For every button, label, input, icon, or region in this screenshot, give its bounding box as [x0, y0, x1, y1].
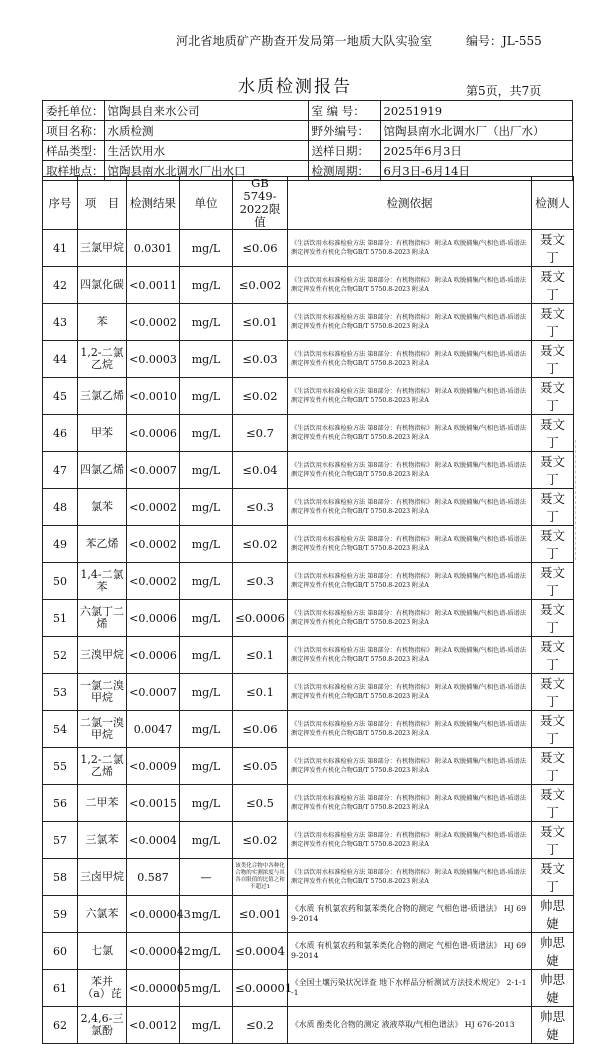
row-limit: ≤0.1 — [233, 637, 288, 674]
row-limit: ≤0.06 — [233, 230, 288, 267]
row-inspector: 聂文丁 — [532, 748, 574, 785]
row-limit: ≤0.3 — [233, 563, 288, 600]
table-row — [43, 489, 574, 526]
row-limit: ≤0.04 — [233, 452, 288, 489]
row-result: <0.0002 — [127, 489, 180, 526]
row-unit: mg/L — [180, 785, 233, 822]
row-limit: ≤0.002 — [233, 267, 288, 304]
row-item: 三卤甲烷 — [78, 859, 127, 896]
row-unit: mg/L — [180, 526, 233, 563]
test-period-label: 检测周期： — [308, 161, 380, 181]
report-code: 编号：JL-555 — [466, 34, 542, 48]
row-no: 56 — [43, 785, 78, 822]
row-item: 三氯甲烷 — [78, 230, 127, 267]
report-title: 水质检测报告 — [238, 77, 352, 97]
row-inspector: 聂文丁 — [532, 304, 574, 341]
field-no-value: 馆陶县南水北调水厂（出厂水） — [380, 121, 573, 141]
row-item: 苯乙烯 — [78, 526, 127, 563]
row-basis: 《水质 有机氯农药和氯苯类化合物的测定 气相色谱-质谱法》 HJ 699-2014 — [288, 896, 532, 933]
row-limit: ≤0.02 — [233, 822, 288, 859]
row-basis: 《生活饮用水标准检验方法 第8部分：有机物指标》 附录A 吹脱捕集/气相色谱-质谱法测定挥发性有机化合物GB/T 5750.8-2023 附录A — [288, 378, 532, 415]
row-no: 58 — [43, 859, 78, 896]
row-result: <0.0002 — [127, 526, 180, 563]
row-basis: 《生活饮用水标准检验方法 第8部分：有机物指标》 附录A 吹脱捕集/气相色谱-质谱法测定挥发性有机化合物GB/T 5750.8-2023 附录A — [288, 859, 532, 896]
row-unit: mg/L — [180, 378, 233, 415]
row-basis: 《生活饮用水标准检验方法 第8部分：有机物指标》 附录A 吹脱捕集/气相色谱-质谱法测定挥发性有机化合物GB/T 5750.8-2023 附录A — [288, 304, 532, 341]
row-limit: ≤0.01 — [233, 304, 288, 341]
row-inspector: 聂文丁 — [532, 415, 574, 452]
row-unit: mg/L — [180, 415, 233, 452]
row-limit: ≤0.0006 — [233, 600, 288, 637]
table-row — [43, 637, 574, 674]
row-result: <0.0012 — [127, 1007, 180, 1044]
col-inspector-header: 检测人 — [532, 177, 574, 230]
row-basis: 《生活饮用水标准检验方法 第8部分：有机物指标》 附录A 吹脱捕集/气相色谱-质谱法测定挥发性有机化合物GB/T 5750.8-2023 附录A — [288, 267, 532, 304]
row-inspector: 聂文丁 — [532, 674, 574, 711]
row-item: 二甲苯 — [78, 785, 127, 822]
results-body — [43, 230, 574, 1044]
row-basis: 《水质 酚类化合物的测定 液液萃取/气相色谱法》 HJ 676-2013 — [288, 1007, 532, 1044]
row-unit: — — [180, 859, 233, 896]
row-no: 45 — [43, 378, 78, 415]
row-unit: mg/L — [180, 1007, 233, 1044]
room-no-value: 20251919 — [380, 101, 573, 121]
row-basis: 《生活饮用水标准检验方法 第8部分：有机物指标》 附录A 吹脱捕集/气相色谱-质谱法测定挥发性有机化合物GB/T 5750.8-2023 附录A — [288, 674, 532, 711]
row-inspector: 帅思婕 — [532, 896, 574, 933]
row-no: 46 — [43, 415, 78, 452]
row-no: 60 — [43, 933, 78, 970]
row-result: <0.0006 — [127, 637, 180, 674]
row-result: 0.0301 — [127, 230, 180, 267]
row-unit: mg/L — [180, 341, 233, 378]
row-no: 51 — [43, 600, 78, 637]
row-limit: ≤0.02 — [233, 526, 288, 563]
table-row — [43, 933, 574, 970]
row-limit: ≤0.3 — [233, 489, 288, 526]
results-table — [42, 176, 574, 1044]
row-item: 1,2-二氯乙烷 — [78, 341, 127, 378]
row-unit: mg/L — [180, 896, 233, 933]
row-unit: mg/L — [180, 304, 233, 341]
row-basis: 《生活饮用水标准检验方法 第8部分：有机物指标》 附录A 吹脱捕集/气相色谱-质谱法测定挥发性有机化合物GB/T 5750.8-2023 附录A — [288, 711, 532, 748]
row-item: 1,4-二氯苯 — [78, 563, 127, 600]
submit-date-label: 送样日期： — [308, 141, 380, 161]
row-result: <0.0011 — [127, 267, 180, 304]
row-inspector: 聂文丁 — [532, 637, 574, 674]
row-inspector: 聂文丁 — [532, 785, 574, 822]
row-limit: 该类化合物中各种化合物的实测浓度与其各自限值的比值之和不超过1 — [233, 859, 288, 896]
row-item: 三氯苯 — [78, 822, 127, 859]
table-row — [43, 600, 574, 637]
report-header — [0, 32, 590, 48]
row-no: 53 — [43, 674, 78, 711]
row-limit: ≤0.7 — [233, 415, 288, 452]
row-unit: mg/L — [180, 822, 233, 859]
row-basis: 《生活饮用水标准检验方法 第8部分：有机物指标》 附录A 吹脱捕集/气相色谱-质谱法测定挥发性有机化合物GB/T 5750.8-2023 附录A — [288, 341, 532, 378]
row-inspector: 帅思婕 — [532, 1007, 574, 1044]
table-row — [43, 304, 574, 341]
row-limit: ≤0.2 — [233, 1007, 288, 1044]
row-basis: 《生活饮用水标准检验方法 第8部分：有机物指标》 附录A 吹脱捕集/气相色谱-质谱法测定挥发性有机化合物GB/T 5750.8-2023 附录A — [288, 489, 532, 526]
row-result: <0.0015 — [127, 785, 180, 822]
row-inspector: 聂文丁 — [532, 711, 574, 748]
row-unit: mg/L — [180, 637, 233, 674]
row-inspector: 帅思婕 — [532, 933, 574, 970]
row-unit: mg/L — [180, 600, 233, 637]
row-basis: 《水质 有机氯农药和氯苯类化合物的测定 气相色谱-质谱法》 HJ 699-2014 — [288, 933, 532, 970]
table-row — [43, 526, 574, 563]
row-item: 苯并（a）芘 — [78, 970, 127, 1007]
row-inspector: 聂文丁 — [532, 563, 574, 600]
stamp-mark — [575, 440, 586, 560]
row-no: 55 — [43, 748, 78, 785]
row-unit: mg/L — [180, 674, 233, 711]
row-unit: mg/L — [180, 489, 233, 526]
row-no: 54 — [43, 711, 78, 748]
table-row — [43, 970, 574, 1007]
row-inspector: 聂文丁 — [532, 489, 574, 526]
col-unit-header: 单位 — [180, 177, 233, 230]
row-item: 苯 — [78, 304, 127, 341]
row-unit: mg/L — [180, 748, 233, 785]
row-no: 59 — [43, 896, 78, 933]
row-basis: 《生活饮用水标准检验方法 第8部分：有机物指标》 附录A 吹脱捕集/气相色谱-质谱法测定挥发性有机化合物GB/T 5750.8-2023 附录A — [288, 637, 532, 674]
row-limit: ≤0.001 — [233, 896, 288, 933]
sample-info-table — [42, 100, 573, 181]
table-row — [43, 785, 574, 822]
row-no: 42 — [43, 267, 78, 304]
col-result-header: 检测结果 — [127, 177, 180, 230]
row-item: 三溴甲烷 — [78, 637, 127, 674]
row-limit: ≤0.03 — [233, 341, 288, 378]
row-item: 四氯乙烯 — [78, 452, 127, 489]
table-row — [43, 341, 574, 378]
row-unit: mg/L — [180, 267, 233, 304]
row-no: 43 — [43, 304, 78, 341]
row-basis: 《全国土壤污染状况详查 地下水样品分析测试方法技术规定》 2-1-1-1 — [288, 970, 532, 1007]
row-no: 49 — [43, 526, 78, 563]
row-inspector: 聂文丁 — [532, 378, 574, 415]
row-inspector: 聂文丁 — [532, 859, 574, 896]
table-row — [43, 452, 574, 489]
field-no-label: 野外编号： — [308, 121, 380, 141]
row-item: 三氯乙烯 — [78, 378, 127, 415]
client-value: 馆陶县自来水公司 — [104, 101, 308, 121]
sample-location-value: 馆陶县南水北调水厂出水口 — [104, 161, 308, 181]
row-unit: mg/L — [180, 563, 233, 600]
row-item: 六氯丁二烯 — [78, 600, 127, 637]
row-item: 六氯苯 — [78, 896, 127, 933]
row-basis: 《生活饮用水标准检验方法 第8部分：有机物指标》 附录A 吹脱捕集/气相色谱-质谱法测定挥发性有机化合物GB/T 5750.8-2023 附录A — [288, 785, 532, 822]
table-row — [43, 674, 574, 711]
table-row — [43, 563, 574, 600]
row-basis: 《生活饮用水标准检验方法 第8部分：有机物指标》 附录A 吹脱捕集/气相色谱-质谱法测定挥发性有机化合物GB/T 5750.8-2023 附录A — [288, 415, 532, 452]
sample-location-label: 取样地点： — [43, 161, 105, 181]
table-row — [43, 378, 574, 415]
client-label: 委托单位： — [43, 101, 105, 121]
row-inspector: 聂文丁 — [532, 341, 574, 378]
table-row — [43, 230, 574, 267]
row-no: 44 — [43, 341, 78, 378]
row-limit: ≤0.00001 — [233, 970, 288, 1007]
row-basis: 《生活饮用水标准检验方法 第8部分：有机物指标》 附录A 吹脱捕集/气相色谱-质谱法测定挥发性有机化合物GB/T 5750.8-2023 附录A — [288, 452, 532, 489]
col-item-header: 项 目 — [78, 177, 127, 230]
row-inspector: 聂文丁 — [532, 230, 574, 267]
table-row — [43, 415, 574, 452]
row-no: 52 — [43, 637, 78, 674]
row-no: 41 — [43, 230, 78, 267]
row-result: <0.0004 — [127, 822, 180, 859]
lab-name: 河北省地质矿产勘查开发局第一地质大队实验室 — [176, 34, 433, 48]
row-basis: 《生活饮用水标准检验方法 第8部分：有机物指标》 附录A 吹脱捕集/气相色谱-质谱法测定挥发性有机化合物GB/T 5750.8-2023 附录A — [288, 230, 532, 267]
room-no-label: 室 编 号： — [308, 101, 380, 121]
sample-type-label: 样品类型： — [43, 141, 105, 161]
row-item: 氯苯 — [78, 489, 127, 526]
row-basis: 《生活饮用水标准检验方法 第8部分：有机物指标》 附录A 吹脱捕集/气相色谱-质谱法测定挥发性有机化合物GB/T 5750.8-2023 附录A — [288, 526, 532, 563]
row-basis: 《生活饮用水标准检验方法 第8部分：有机物指标》 附录A 吹脱捕集/气相色谱-质谱法测定挥发性有机化合物GB/T 5750.8-2023 附录A — [288, 748, 532, 785]
row-unit: mg/L — [180, 933, 233, 970]
col-basis-header: 检测依据 — [288, 177, 532, 230]
row-no: 47 — [43, 452, 78, 489]
row-limit: ≤0.05 — [233, 748, 288, 785]
row-basis: 《生活饮用水标准检验方法 第8部分：有机物指标》 附录A 吹脱捕集/气相色谱-质谱法测定挥发性有机化合物GB/T 5750.8-2023 附录A — [288, 563, 532, 600]
row-limit: ≤0.1 — [233, 674, 288, 711]
row-limit: ≤0.5 — [233, 785, 288, 822]
row-result: <0.0009 — [127, 748, 180, 785]
project-label: 项目名称： — [43, 121, 105, 141]
row-item: 1,2-二氯乙烯 — [78, 748, 127, 785]
row-unit: mg/L — [180, 711, 233, 748]
row-no: 57 — [43, 822, 78, 859]
table-row — [43, 711, 574, 748]
row-limit: ≤0.06 — [233, 711, 288, 748]
row-no: 48 — [43, 489, 78, 526]
row-result: 0.587 — [127, 859, 180, 896]
test-period-value: 6月3日-6月14日 — [380, 161, 573, 181]
project-value: 水质检测 — [104, 121, 308, 141]
row-item: 一氯二溴甲烷 — [78, 674, 127, 711]
row-limit: ≤0.02 — [233, 378, 288, 415]
row-item: 甲苯 — [78, 415, 127, 452]
row-unit: mg/L — [180, 230, 233, 267]
row-inspector: 聂文丁 — [532, 526, 574, 563]
row-inspector: 聂文丁 — [532, 600, 574, 637]
row-no: 62 — [43, 1007, 78, 1044]
row-result: <0.0002 — [127, 563, 180, 600]
table-row — [43, 267, 574, 304]
row-no: 50 — [43, 563, 78, 600]
row-result: <0.000043 — [127, 896, 180, 933]
row-limit: ≤0.0004 — [233, 933, 288, 970]
table-row — [43, 896, 574, 933]
col-limit-header: GB 5749-2022限值 — [233, 177, 288, 230]
row-result: <0.0010 — [127, 378, 180, 415]
row-result: <0.0002 — [127, 304, 180, 341]
table-header-row — [43, 177, 574, 230]
row-no: 61 — [43, 970, 78, 1007]
row-result: <0.000005 — [127, 970, 180, 1007]
row-inspector: 聂文丁 — [532, 452, 574, 489]
row-inspector: 聂文丁 — [532, 822, 574, 859]
row-basis: 《生活饮用水标准检验方法 第8部分：有机物指标》 附录A 吹脱捕集/气相色谱-质谱法测定挥发性有机化合物GB/T 5750.8-2023 附录A — [288, 822, 532, 859]
table-row — [43, 859, 574, 896]
table-row — [43, 1007, 574, 1044]
sample-type-value: 生活饮用水 — [104, 141, 308, 161]
row-item: 七氯 — [78, 933, 127, 970]
col-no-header: 序号 — [43, 177, 78, 230]
row-result: <0.0006 — [127, 600, 180, 637]
submit-date-value: 2025年6月3日 — [380, 141, 573, 161]
page-indicator: 第5页，共7页 — [466, 84, 542, 98]
row-item: 四氯化碳 — [78, 267, 127, 304]
table-row — [43, 822, 574, 859]
row-result: <0.0003 — [127, 341, 180, 378]
row-item: 二氯一溴甲烷 — [78, 711, 127, 748]
row-result: 0.0047 — [127, 711, 180, 748]
row-result: <0.0007 — [127, 452, 180, 489]
row-inspector: 帅思婕 — [532, 970, 574, 1007]
row-result: <0.0006 — [127, 415, 180, 452]
row-result: <0.0007 — [127, 674, 180, 711]
row-basis: 《生活饮用水标准检验方法 第8部分：有机物指标》 附录A 吹脱捕集/气相色谱-质谱法测定挥发性有机化合物GB/T 5750.8-2023 附录A — [288, 600, 532, 637]
row-item: 2,4,6-三氯酚 — [78, 1007, 127, 1044]
row-unit: mg/L — [180, 452, 233, 489]
row-result: <0.000042 — [127, 933, 180, 970]
row-inspector: 聂文丁 — [532, 267, 574, 304]
table-row — [43, 748, 574, 785]
row-unit: mg/L — [180, 970, 233, 1007]
